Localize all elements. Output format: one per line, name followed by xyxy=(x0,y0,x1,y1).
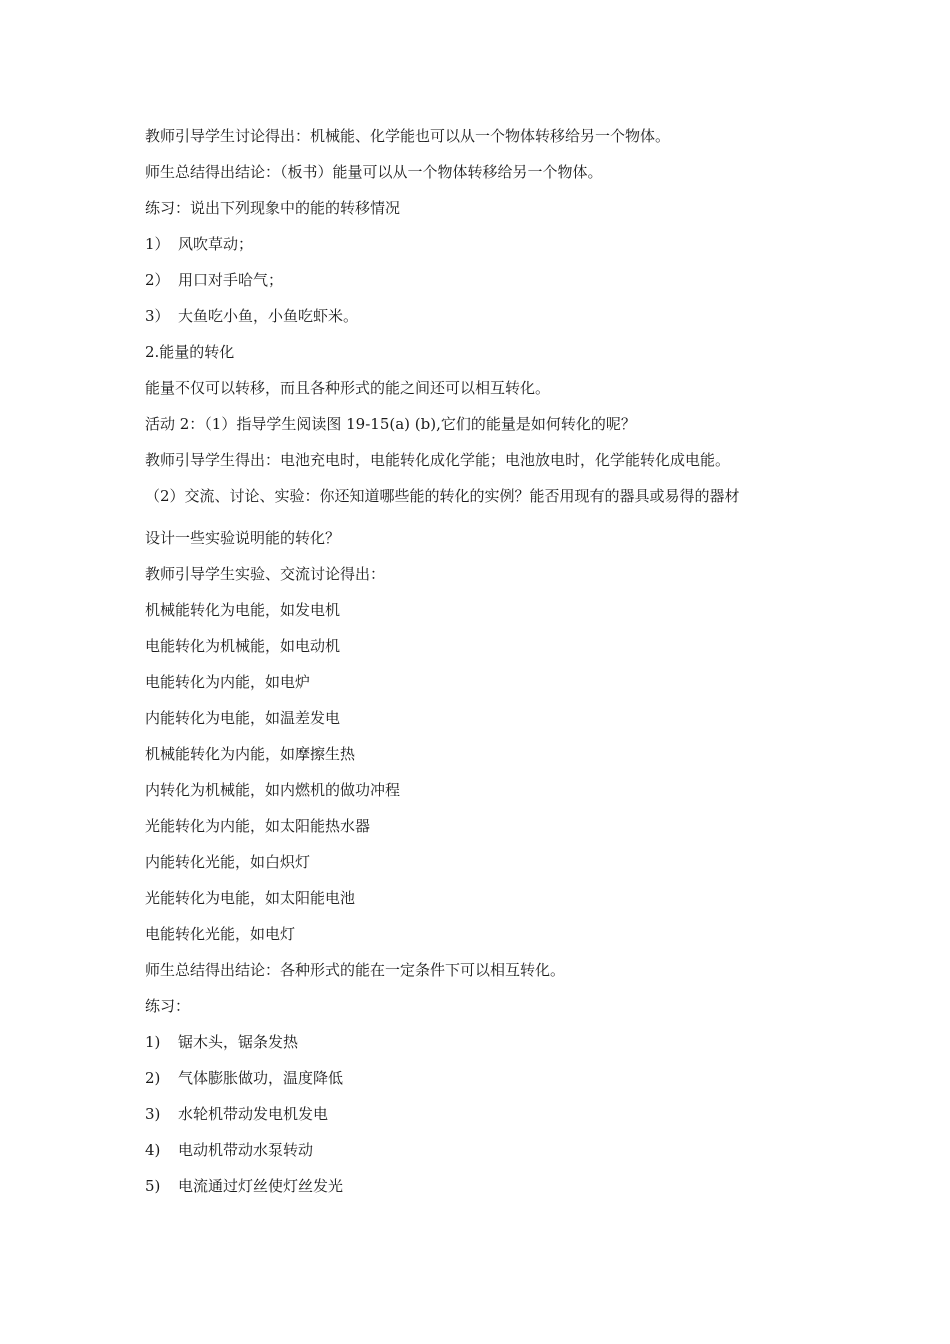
list-number: 5) xyxy=(145,1177,161,1195)
paragraph: 师生总结得出结论：（板书）能量可以从一个物体转移给另一个物体。 xyxy=(145,163,603,181)
paragraph: 内能转化为电能，如温差发电 xyxy=(145,709,341,727)
paragraph: 内能转化光能，如白炽灯 xyxy=(145,853,311,871)
paragraph: 设计一些实验说明能的转化？ xyxy=(145,529,341,547)
list-number: 1) xyxy=(145,1033,161,1051)
paragraph: 练习： xyxy=(145,997,191,1015)
paragraph: 电能转化光能，如电灯 xyxy=(145,925,296,943)
paragraph: 能量不仅可以转移，而且各种形式的能之间还可以相互转化。 xyxy=(145,379,551,397)
list-number: 3） xyxy=(145,307,170,325)
paragraph: 光能转化为内能，如太阳能热水器 xyxy=(145,817,371,835)
list-text: 气体膨胀做功，温度降低 xyxy=(178,1069,344,1087)
list-text: 风吹草动； xyxy=(178,235,254,253)
list-number: 3) xyxy=(145,1105,161,1123)
list-item xyxy=(145,1032,298,1052)
paragraph: 练习：说出下列现象中的能的转移情况 xyxy=(145,199,401,217)
paragraph: 教师引导学生讨论得出：机械能、化学能也可以从一个物体转移给另一个物体。 xyxy=(145,127,671,145)
list-item xyxy=(145,270,283,290)
paragraph: 教师引导学生得出：电池充电时，电能转化成化学能；电池放电时，化学能转化成电能。 xyxy=(145,451,731,469)
list-item xyxy=(145,1104,328,1124)
list-item xyxy=(145,1068,343,1088)
list-number: 2） xyxy=(145,271,170,289)
paragraph: 电能转化为机械能，如电动机 xyxy=(145,637,341,655)
list-text: 电动机带动水泵转动 xyxy=(178,1141,314,1159)
paragraph: 师生总结得出结论：各种形式的能在一定条件下可以相互转化。 xyxy=(145,961,566,979)
paragraph: 机械能转化为电能，如发电机 xyxy=(145,601,341,619)
list-item xyxy=(145,234,253,254)
section-heading: 2.能量的转化 xyxy=(145,343,235,361)
paragraph: 机械能转化为内能，如摩擦生热 xyxy=(145,745,356,763)
paragraph: 活动 2：（1）指导学生阅读图 19-15(a) (b),它们的能量是如何转化的呢？ xyxy=(145,415,636,433)
list-text: 用口对手哈气； xyxy=(178,271,284,289)
paragraph: 电能转化为内能，如电炉 xyxy=(145,673,311,691)
paragraph: 教师引导学生实验、交流讨论得出： xyxy=(145,565,386,583)
list-number: 4) xyxy=(145,1141,161,1159)
list-item xyxy=(145,1140,313,1160)
list-number: 2) xyxy=(145,1069,161,1087)
list-item xyxy=(145,1176,343,1196)
paragraph: 光能转化为电能，如太阳能电池 xyxy=(145,889,356,907)
list-number: 1） xyxy=(145,235,170,253)
paragraph: 内转化为机械能，如内燃机的做功冲程 xyxy=(145,781,401,799)
list-text: 锯木头，锯条发热 xyxy=(178,1033,299,1051)
list-item xyxy=(145,306,358,326)
paragraph: （2）交流、讨论、实验：你还知道哪些能的转化的实例？能否用现有的器具或易得的器材 xyxy=(145,487,740,505)
list-text: 电流通过灯丝使灯丝发光 xyxy=(178,1177,344,1195)
list-text: 水轮机带动发电机发电 xyxy=(178,1105,329,1123)
list-text: 大鱼吃小鱼，小鱼吃虾米。 xyxy=(178,307,359,325)
